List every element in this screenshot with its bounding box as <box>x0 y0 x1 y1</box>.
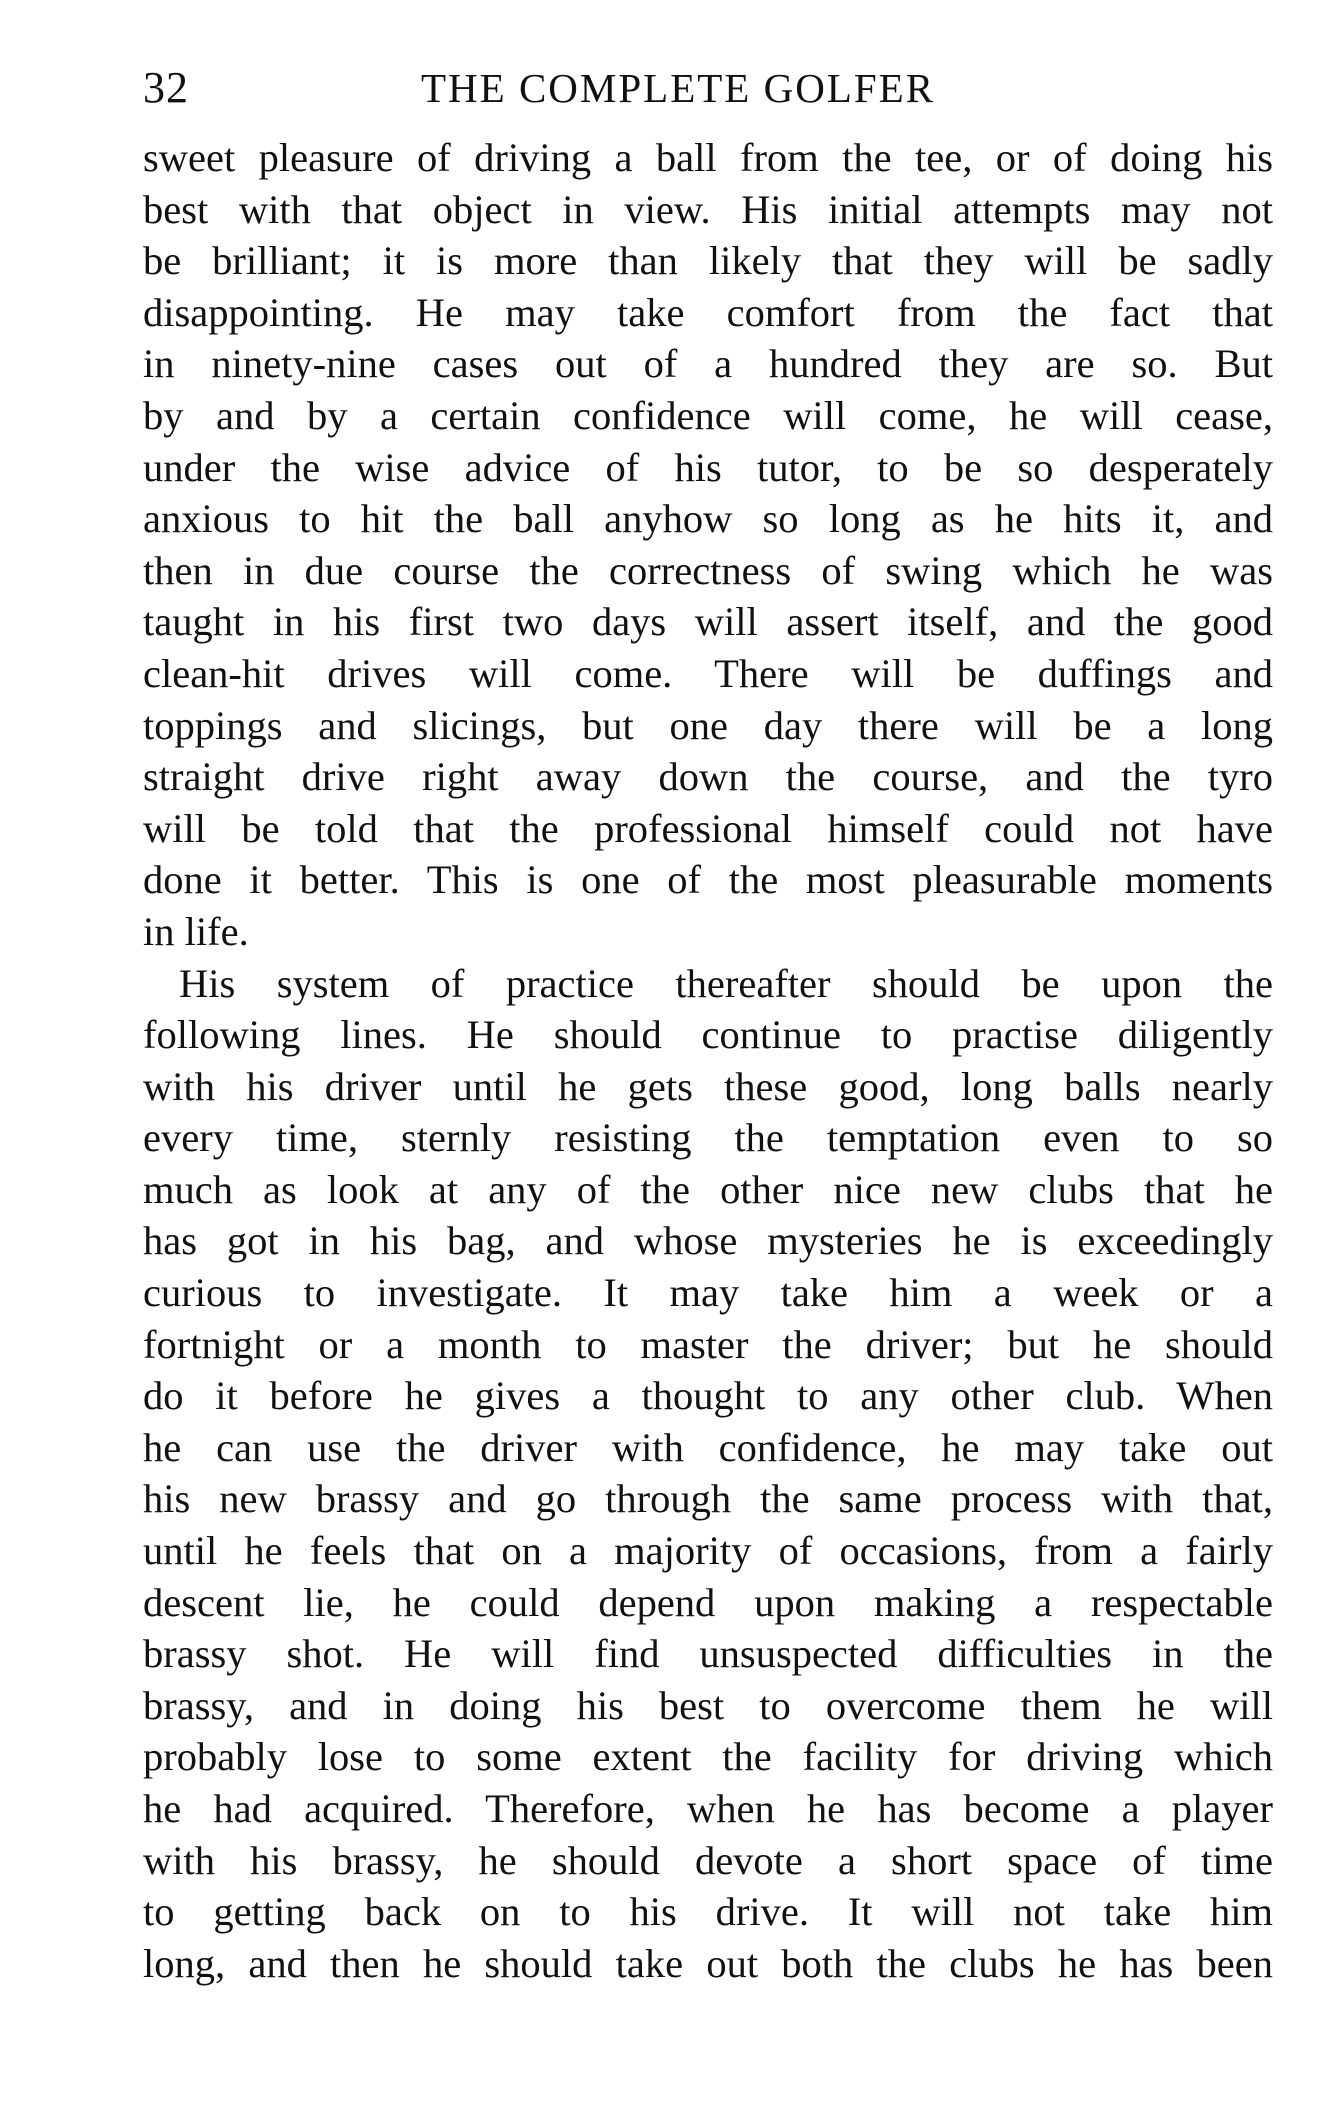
text-line: long, and then he should take out both the clubs he has been <box>143 1940 1273 1986</box>
text-line: every time, sternly resisting the temptation even to so <box>143 1115 1273 1161</box>
text-line: do it before he gives a thought to any other club. When <box>143 1373 1273 1419</box>
running-head <box>143 58 1273 118</box>
paragraph-start-line: His system of practice thereafter should be upon the <box>179 960 1273 1006</box>
text-line: done it better. This is one of the most pleasurable moments <box>143 857 1273 903</box>
text-line: taught in his first two days will assert itself, and the good <box>143 599 1273 645</box>
text-line: best with that object in view. His initial attempts may not <box>143 186 1273 232</box>
text-line: he can use the driver with confidence, he may take out <box>143 1424 1273 1470</box>
text-line: curious to investigate. It may take him a week or a <box>143 1270 1273 1316</box>
text-line: he had acquired. Therefore, when he has become a player <box>143 1786 1273 1831</box>
text-line: disappointing. He may take comfort from the fact that <box>143 289 1273 335</box>
text-line: by and by a certain confidence will come, he will cease, <box>143 392 1273 438</box>
text-line: with his brassy, he should devote a short space of time <box>143 1837 1273 1883</box>
text-line: with his driver until he gets these good, long balls nearly <box>143 1063 1273 1109</box>
text-line: in ninety-nine cases out of a hundred they are so. But <box>143 341 1273 387</box>
text-line: until he feels that on a majority of occasions, from a fairly <box>143 1528 1273 1574</box>
paragraph-end-line: in life. <box>143 908 249 954</box>
text-line: brassy shot. He will find unsuspected difficulties in the <box>143 1631 1273 1677</box>
text-line: straight drive right away down the course, and the tyro <box>143 754 1273 800</box>
running-title: THE COMPLETE GOLFER <box>421 65 936 111</box>
text-line: has got in his bag, and whose mysteries he is exceedingly <box>143 1218 1273 1264</box>
text-line: clean-hit drives will come. There will be duffings and <box>143 650 1273 696</box>
text-line: probably lose to some extent the facility for driving which <box>143 1734 1273 1780</box>
text-line: to getting back on to his drive. It will not take him <box>143 1889 1273 1935</box>
text-line: anxious to hit the ball anyhow so long as he hits it, and <box>143 496 1273 542</box>
text-line: brassy, and in doing his best to overcome them he will <box>143 1682 1273 1728</box>
text-line: fortnight or a month to master the driver; but he should <box>143 1321 1273 1367</box>
body-text <box>143 132 1273 1989</box>
text-line: his new brassy and go through the same process with that, <box>143 1476 1273 1522</box>
page-number: 32 <box>143 63 189 112</box>
text-line: toppings and slicings, but one day there will be a long <box>143 702 1273 748</box>
text-line: following lines. He should continue to practise diligently <box>143 1012 1273 1058</box>
text-line: then in due course the correctness of swing which he was <box>143 547 1273 593</box>
text-line: be brilliant; it is more than likely that they will be sadly <box>143 238 1273 284</box>
text-line: sweet pleasure of driving a ball from the tee, or of doing his <box>143 135 1273 180</box>
text-line: descent lie, he could depend upon making a respectable <box>143 1579 1273 1625</box>
text-line: much as look at any of the other nice new clubs that he <box>143 1166 1273 1212</box>
text-line: will be told that the professional himself could not have <box>143 805 1273 851</box>
text-line: under the wise advice of his tutor, to be so desperately <box>143 444 1273 490</box>
